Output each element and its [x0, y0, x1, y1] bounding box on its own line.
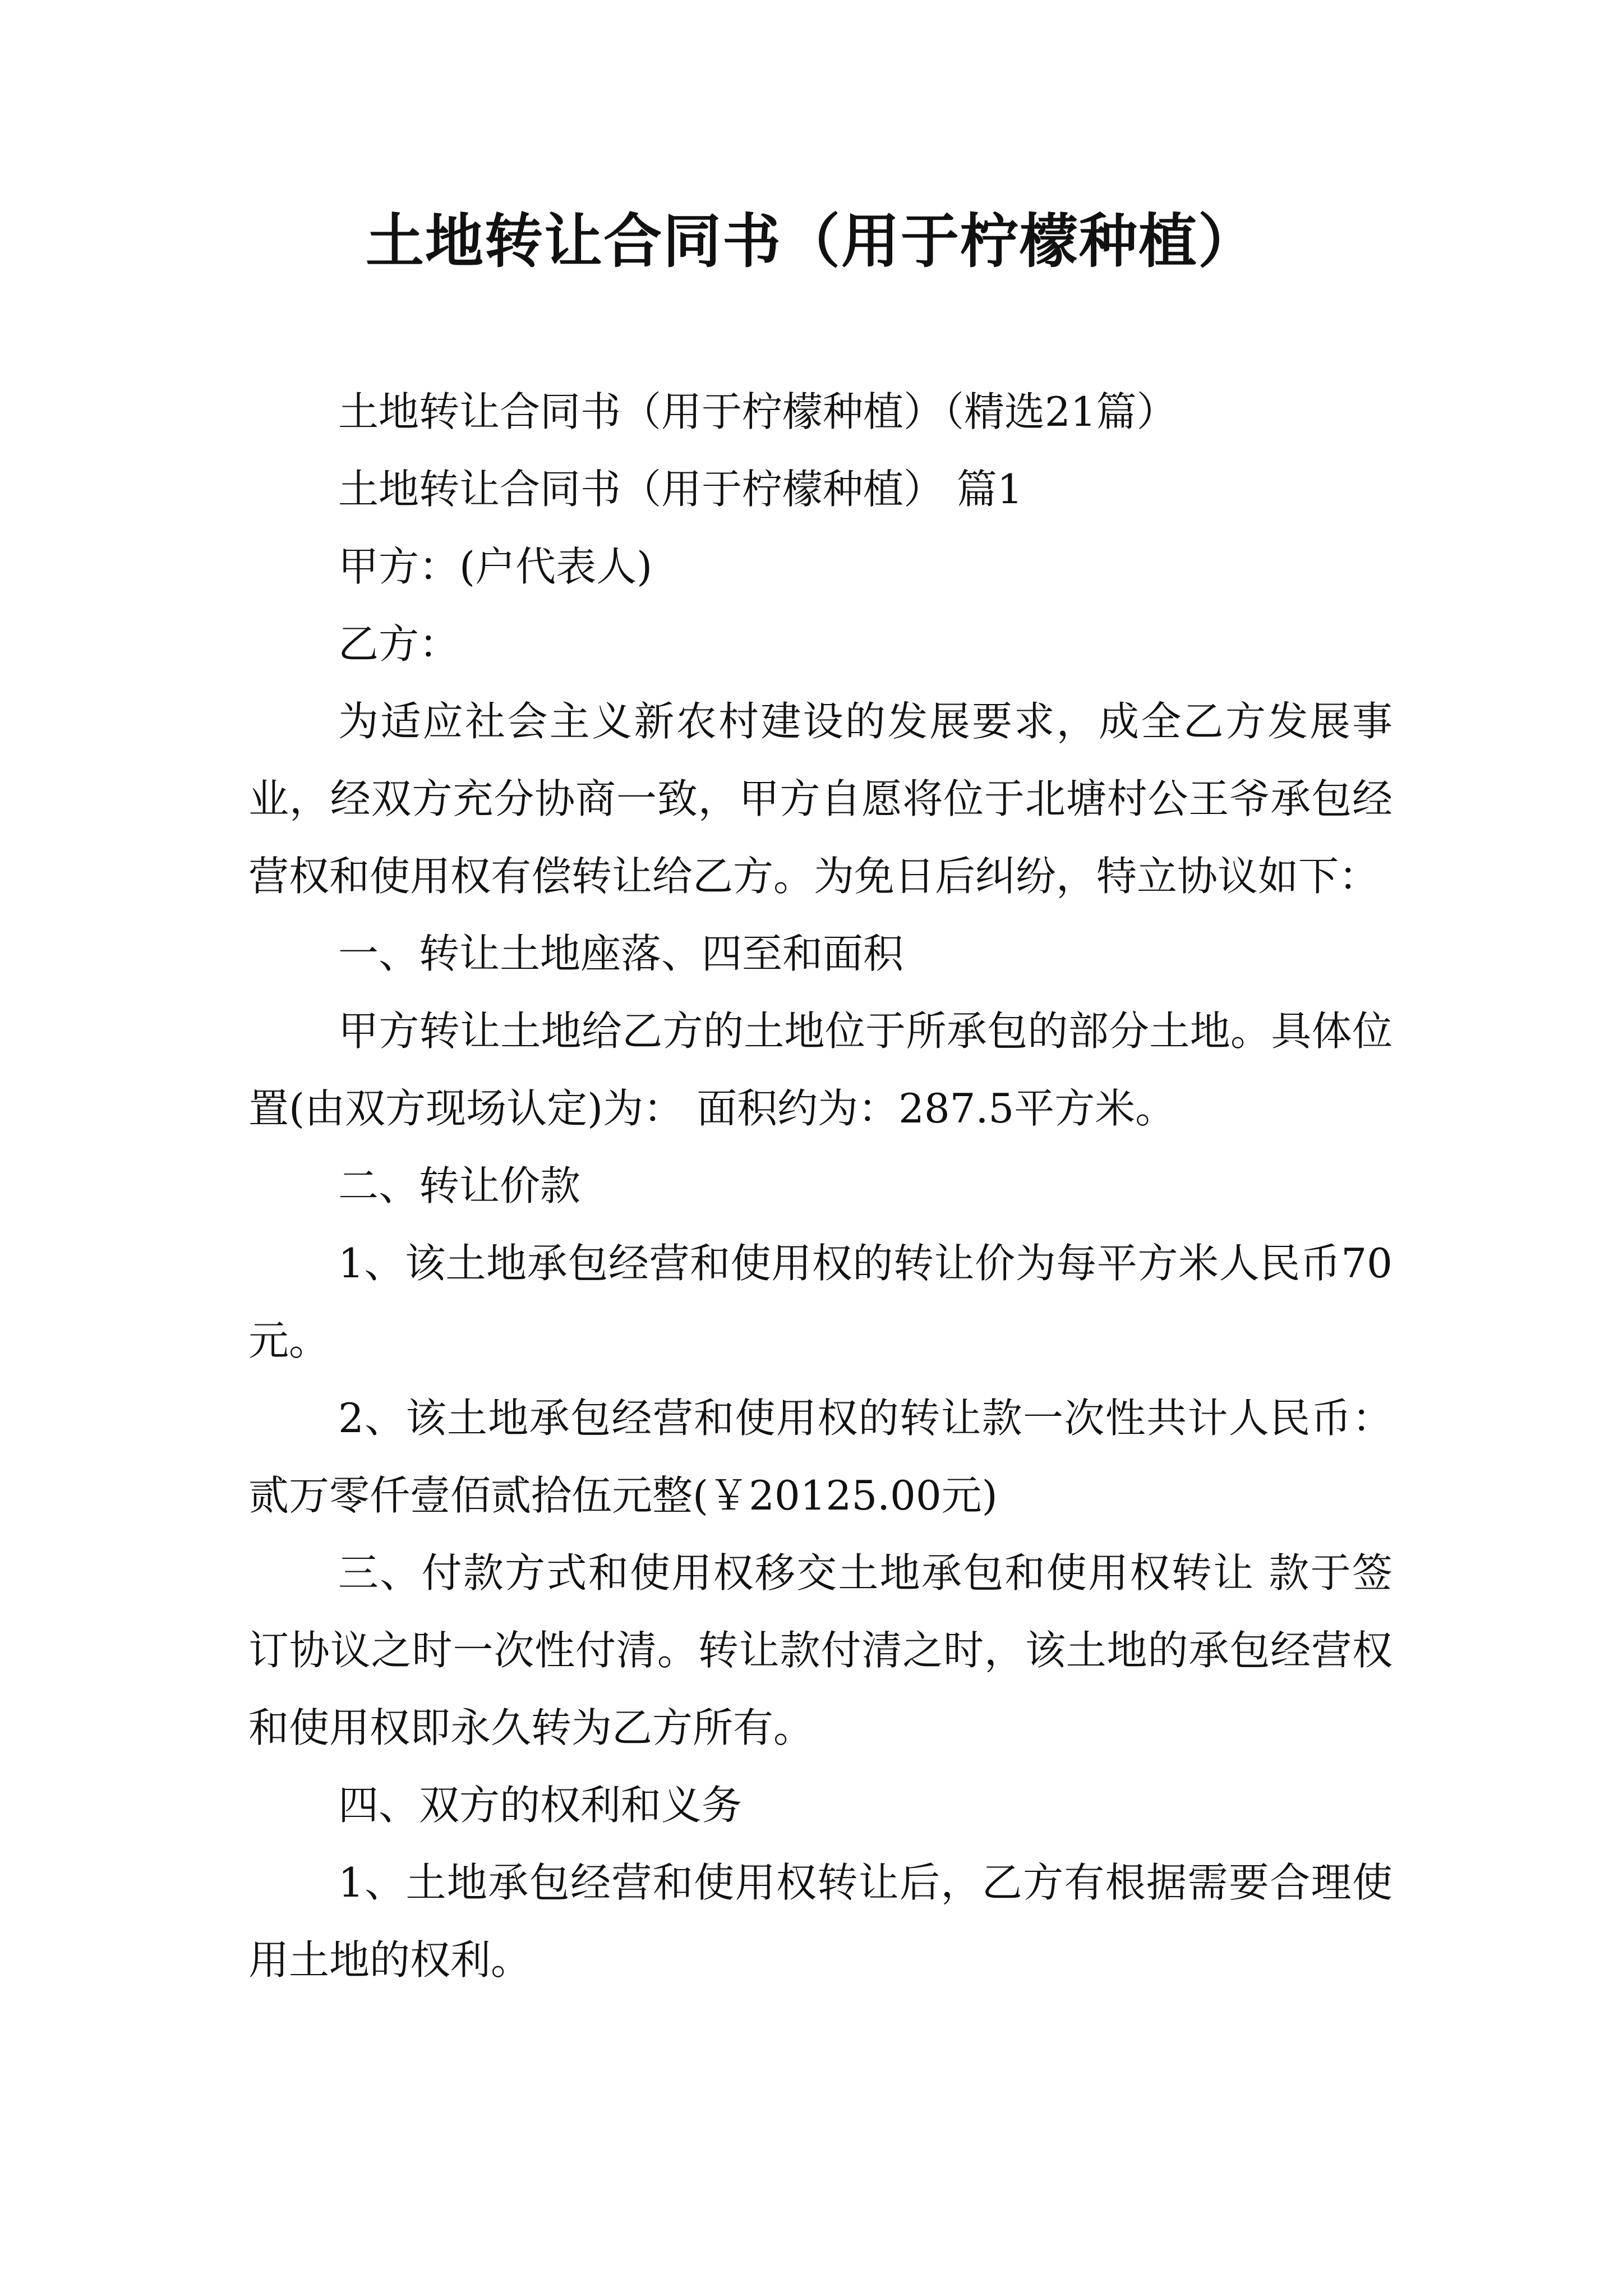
- paragraph-subtitle: 土地转让合同书（用于柠檬种植）（精选21篇）: [338, 388, 1177, 435]
- document-body: [248, 373, 1393, 1999]
- paragraph-payment: 三、付款方式和使用权移交土地承包和使用权转让 款于签订协议之时一次性付清。转让款付清之时，该土地的承包经营权和使用权即永久转为乙方所有。: [248, 1549, 1393, 1751]
- paragraph-unit-price: 1、该土地承包经营和使用权的转让价为每平方米人民币70元。: [248, 1240, 1393, 1364]
- section-heading-1: 一、转让土地座落、四至和面积: [338, 930, 904, 977]
- paragraph-land-location: 甲方转让土地给乙方的土地位于所承包的部分土地。具体位置(由双方现场认定)为： 面积约为：287.5平方米。: [248, 1007, 1393, 1132]
- paragraph-total-price: 2、该土地承包经营和使用权的转让款一次性共计人民币：贰万零仟壹佰贰拾伍元整(￥20125.00元): [248, 1395, 1393, 1519]
- paragraph-preamble: 为适应社会主义新农村建设的发展要求，成全乙方发展事业，经双方充分协商一致，甲方自愿将位于北塘村公王爷承包经营权和使用权有偿转让给乙方。为免日后纠纷，特立协议如下：: [248, 698, 1393, 900]
- document-title: 土地转让合同书（用于柠檬种植）: [365, 207, 1257, 275]
- paragraph-party-b: 乙方：: [338, 620, 460, 668]
- paragraph-part-heading: 土地转让合同书（用于柠檬种植） 篇1: [338, 466, 1023, 513]
- paragraph-rights-1: 1、土地承包经营和使用权转让后，乙方有根据需要合理使用土地的权利。: [248, 1859, 1393, 1984]
- section-heading-2: 二、转让价款: [338, 1162, 581, 1209]
- section-heading-4: 四、双方的权利和义务: [338, 1782, 743, 1829]
- paragraph-party-a: 甲方：(户代表人): [338, 543, 653, 590]
